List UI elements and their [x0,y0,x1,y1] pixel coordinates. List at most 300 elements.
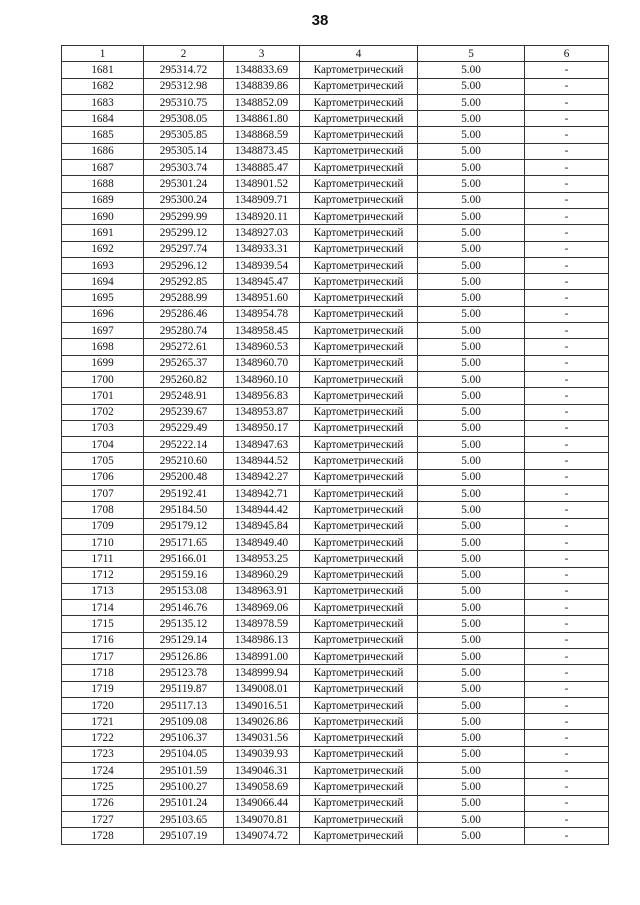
table-row [62,811,609,827]
table-cell: - [525,811,609,827]
table-cell: - [525,697,609,713]
table-cell: - [525,290,609,306]
table-cell: 295296.12 [144,257,224,273]
table-row [62,306,609,322]
table-cell: 295103.65 [144,811,224,827]
table-cell: Картометрический [300,697,418,713]
table-cell: - [525,62,609,78]
table-cell: 1348951.60 [224,290,300,306]
table-cell: 5.00 [418,681,525,697]
table-cell: 5.00 [418,257,525,273]
table-cell: 295200.48 [144,469,224,485]
table-cell: Картометрический [300,779,418,795]
table-cell: 1720 [62,697,144,713]
table-cell: 1697 [62,323,144,339]
table-cell: 1348986.13 [224,632,300,648]
table-row [62,111,609,127]
table-cell: 1348991.00 [224,648,300,664]
table-cell: - [525,355,609,371]
table-cell: 1349046.31 [224,763,300,779]
table-cell: - [525,176,609,192]
table-cell: 1683 [62,94,144,110]
table-cell: 1348861.80 [224,111,300,127]
table-cell: 1698 [62,339,144,355]
table-cell: Картометрический [300,828,418,844]
table-cell: 5.00 [418,355,525,371]
table-cell: - [525,632,609,648]
table-cell: Картометрический [300,257,418,273]
table-cell: - [525,828,609,844]
table-cell: 1349031.56 [224,730,300,746]
table-cell: Картометрический [300,600,418,616]
table-cell: 1348947.63 [224,437,300,453]
table-cell: Картометрический [300,160,418,176]
table-cell: 5.00 [418,518,525,534]
table-cell: 1716 [62,632,144,648]
table-row [62,469,609,485]
table-cell: 1701 [62,388,144,404]
table-cell: Картометрический [300,404,418,420]
table-cell: 295312.98 [144,78,224,94]
table-cell: 1348868.59 [224,127,300,143]
table-cell: 1348873.45 [224,143,300,159]
table-cell: - [525,681,609,697]
table-cell: 1721 [62,714,144,730]
table-row [62,795,609,811]
column-header: 1 [62,46,144,62]
table-cell: 1711 [62,551,144,567]
table-cell: 295119.87 [144,681,224,697]
table-cell: 1706 [62,469,144,485]
table-cell: 5.00 [418,648,525,664]
table-cell: 295260.82 [144,371,224,387]
table-cell: 295297.74 [144,241,224,257]
table-cell: 295308.05 [144,111,224,127]
table-row [62,600,609,616]
table-cell: - [525,78,609,94]
table-cell: 295109.08 [144,714,224,730]
table-cell: 5.00 [418,795,525,811]
table-cell: 5.00 [418,94,525,110]
table-cell: 295299.12 [144,225,224,241]
table-row [62,78,609,94]
table-cell: Картометрический [300,94,418,110]
table-cell: 5.00 [418,811,525,827]
table-cell: Картометрический [300,746,418,762]
table-cell: 5.00 [418,632,525,648]
table-cell: 1348969.06 [224,600,300,616]
table-cell: - [525,551,609,567]
table-cell: - [525,567,609,583]
table-cell: 5.00 [418,453,525,469]
column-header: 3 [224,46,300,62]
table-cell: 295192.41 [144,486,224,502]
table-row [62,437,609,453]
table-cell: 295239.67 [144,404,224,420]
table-row [62,241,609,257]
table-cell: 1725 [62,779,144,795]
table-row [62,225,609,241]
table-cell: 1702 [62,404,144,420]
table-cell: 295265.37 [144,355,224,371]
table-cell: 1349070.81 [224,811,300,827]
table-cell: 1348963.91 [224,583,300,599]
table-cell: 1714 [62,600,144,616]
table-cell: 1348945.47 [224,274,300,290]
table-cell: 295104.05 [144,746,224,762]
table-cell: 5.00 [418,437,525,453]
table-cell: 295153.08 [144,583,224,599]
table-cell: 5.00 [418,371,525,387]
table-cell: 295126.86 [144,648,224,664]
table-cell: - [525,388,609,404]
table-cell: 1348944.42 [224,502,300,518]
table-cell: Картометрический [300,632,418,648]
table-cell: 1348956.83 [224,388,300,404]
table-cell: Картометрический [300,371,418,387]
table-cell: 1691 [62,225,144,241]
table-cell: - [525,730,609,746]
table-cell: Картометрический [300,681,418,697]
table-cell: 1349016.51 [224,697,300,713]
table-cell: 5.00 [418,665,525,681]
table-cell: Картометрический [300,290,418,306]
table-cell: 1719 [62,681,144,697]
table-row [62,551,609,567]
table-cell: - [525,534,609,550]
table-cell: - [525,486,609,502]
table-cell: 5.00 [418,225,525,241]
table-cell: Картометрический [300,795,418,811]
table-cell: 1699 [62,355,144,371]
table-cell: 5.00 [418,323,525,339]
table-cell: 1348933.31 [224,241,300,257]
table-cell: 295280.74 [144,323,224,339]
table-cell: 1712 [62,567,144,583]
table-cell: 1348945.84 [224,518,300,534]
table-cell: 5.00 [418,339,525,355]
table-cell: 1709 [62,518,144,534]
table-cell: 5.00 [418,469,525,485]
table-cell: - [525,94,609,110]
table-cell: 1348944.52 [224,453,300,469]
table-cell: 1348942.71 [224,486,300,502]
table-cell: 1688 [62,176,144,192]
table-cell: 5.00 [418,697,525,713]
table-cell: 295159.16 [144,567,224,583]
table-cell: 295184.50 [144,502,224,518]
coordinates-table [61,45,609,845]
table-cell: 295107.19 [144,828,224,844]
table-cell: 1349066.44 [224,795,300,811]
table-cell: - [525,746,609,762]
table-cell: 1689 [62,192,144,208]
table-cell: 1348927.03 [224,225,300,241]
table-cell: Картометрический [300,502,418,518]
table-cell: 295292.85 [144,274,224,290]
table-cell: 1348960.10 [224,371,300,387]
table-cell: 5.00 [418,486,525,502]
table-cell: - [525,257,609,273]
table-row [62,323,609,339]
table-cell: 1348960.29 [224,567,300,583]
table-row [62,420,609,436]
table-cell: 1718 [62,665,144,681]
table-row [62,567,609,583]
table-cell: 1686 [62,143,144,159]
table-cell: 5.00 [418,404,525,420]
table-cell: 1348953.25 [224,551,300,567]
table-cell: 5.00 [418,420,525,436]
table-cell: Картометрический [300,811,418,827]
page-number: 38 [311,12,329,29]
table-cell: - [525,111,609,127]
table-cell: 1349039.93 [224,746,300,762]
table-cell: 295222.14 [144,437,224,453]
table-row [62,779,609,795]
table-cell: 295272.61 [144,339,224,355]
table-cell: 5.00 [418,127,525,143]
table-cell: 1348909.71 [224,192,300,208]
table-row [62,355,609,371]
table-cell: Картометрический [300,486,418,502]
table-cell: 5.00 [418,600,525,616]
table-row [62,697,609,713]
table-cell: - [525,225,609,241]
table-cell: - [525,502,609,518]
table-cell: 1348939.54 [224,257,300,273]
table-cell: 1695 [62,290,144,306]
table-body [62,62,609,844]
table-row [62,681,609,697]
table-cell: Картометрический [300,453,418,469]
table-row [62,746,609,762]
table-cell: - [525,404,609,420]
table-cell: 5.00 [418,779,525,795]
table-cell: Картометрический [300,583,418,599]
table-cell: 5.00 [418,534,525,550]
table-cell: Картометрический [300,241,418,257]
table-cell: - [525,241,609,257]
table-cell: 295179.12 [144,518,224,534]
table-cell: 295171.65 [144,534,224,550]
table-cell: Картометрический [300,111,418,127]
table-row [62,486,609,502]
table-cell: 295288.99 [144,290,224,306]
table-cell: 1348960.70 [224,355,300,371]
table-cell: 295299.99 [144,208,224,224]
table-cell: - [525,371,609,387]
table-cell: 1348885.47 [224,160,300,176]
table-cell: 295101.24 [144,795,224,811]
table-cell: 1348953.87 [224,404,300,420]
table-row [62,192,609,208]
table-cell: 1349074.72 [224,828,300,844]
table-cell: Картометрический [300,567,418,583]
table-cell: 1705 [62,453,144,469]
table-cell: 295248.91 [144,388,224,404]
table-cell: 1715 [62,616,144,632]
table-cell: 5.00 [418,730,525,746]
table-cell: 295310.75 [144,94,224,110]
table-row [62,665,609,681]
table-cell: 295146.76 [144,600,224,616]
table-cell: Картометрический [300,437,418,453]
table-cell: - [525,192,609,208]
table-row [62,583,609,599]
table-cell: 5.00 [418,616,525,632]
table-cell: 1348958.45 [224,323,300,339]
table-cell: 1692 [62,241,144,257]
table-row [62,127,609,143]
table-cell: 5.00 [418,176,525,192]
table-cell: 5.00 [418,62,525,78]
table-cell: 5.00 [418,143,525,159]
table-cell: Картометрический [300,388,418,404]
table-row [62,94,609,110]
table-cell: Картометрический [300,176,418,192]
table-cell: 5.00 [418,746,525,762]
table-cell: 1349008.01 [224,681,300,697]
table-cell: 1348949.40 [224,534,300,550]
table-cell: 5.00 [418,763,525,779]
table-cell: 295210.60 [144,453,224,469]
table-cell: 295305.14 [144,143,224,159]
column-header: 5 [418,46,525,62]
table-cell: 1713 [62,583,144,599]
table-cell: 1703 [62,420,144,436]
table-cell: 1348920.11 [224,208,300,224]
table-cell: 5.00 [418,78,525,94]
table-cell: - [525,600,609,616]
table-cell: 295314.72 [144,62,224,78]
table-cell: 1727 [62,811,144,827]
table-cell: 295229.49 [144,420,224,436]
table-cell: 1349026.86 [224,714,300,730]
table-row [62,828,609,844]
table-cell: 295301.24 [144,176,224,192]
table-row [62,518,609,534]
table-cell: Картометрический [300,534,418,550]
table-cell: - [525,160,609,176]
table-row [62,208,609,224]
table-cell: 1684 [62,111,144,127]
table-cell: Картометрический [300,714,418,730]
table-cell: 1348901.52 [224,176,300,192]
table-cell: 295106.37 [144,730,224,746]
table-cell: - [525,274,609,290]
table-cell: 5.00 [418,583,525,599]
table-cell: 1707 [62,486,144,502]
table-cell: - [525,208,609,224]
table-cell: 5.00 [418,306,525,322]
table-cell: - [525,143,609,159]
table-cell: - [525,763,609,779]
table-cell: Картометрический [300,339,418,355]
table-cell: 1704 [62,437,144,453]
table-row [62,453,609,469]
table-cell: 5.00 [418,388,525,404]
table-cell: - [525,714,609,730]
table-row [62,534,609,550]
table-cell: 295305.85 [144,127,224,143]
table-cell: 1348978.59 [224,616,300,632]
table-cell: 1700 [62,371,144,387]
table-row [62,730,609,746]
table-cell: - [525,453,609,469]
table-cell: - [525,469,609,485]
table-row [62,616,609,632]
table-cell: Картометрический [300,420,418,436]
table-cell: 295300.24 [144,192,224,208]
table-cell: - [525,616,609,632]
column-header: 6 [525,46,609,62]
table-row [62,143,609,159]
table-cell: 5.00 [418,241,525,257]
table-cell: Картометрический [300,323,418,339]
table-cell: - [525,420,609,436]
table-cell: Картометрический [300,274,418,290]
table-row [62,763,609,779]
table-cell: Картометрический [300,225,418,241]
table-cell: 295166.01 [144,551,224,567]
table-cell: 1348954.78 [224,306,300,322]
table-row [62,62,609,78]
table-cell: 1348942.27 [224,469,300,485]
table-cell: 1710 [62,534,144,550]
column-header: 4 [300,46,418,62]
table-cell: 1348960.53 [224,339,300,355]
table-cell: - [525,306,609,322]
table-cell: 5.00 [418,111,525,127]
table-cell: Картометрический [300,78,418,94]
table-cell: Картометрический [300,469,418,485]
table-cell: - [525,518,609,534]
table-cell: Картометрический [300,648,418,664]
table-row [62,160,609,176]
table-row [62,257,609,273]
table-cell: 1708 [62,502,144,518]
table-row [62,388,609,404]
table-cell: 1348852.09 [224,94,300,110]
table-cell: 295286.46 [144,306,224,322]
table-cell: 1696 [62,306,144,322]
table-cell: 5.00 [418,290,525,306]
table-cell: 1348839.86 [224,78,300,94]
table-cell: Картометрический [300,730,418,746]
table-cell: - [525,583,609,599]
table-cell: 1348950.17 [224,420,300,436]
table-cell: Картометрический [300,62,418,78]
table-row [62,502,609,518]
table-cell: 295123.78 [144,665,224,681]
table-cell: 1348833.69 [224,62,300,78]
table-cell: Картометрический [300,551,418,567]
table-row [62,404,609,420]
table-cell: 1685 [62,127,144,143]
table-cell: 295101.59 [144,763,224,779]
table-row [62,176,609,192]
table-cell: 5.00 [418,192,525,208]
table-cell: 1681 [62,62,144,78]
table-row [62,274,609,290]
table-cell: - [525,323,609,339]
table-cell: 1693 [62,257,144,273]
table-row [62,339,609,355]
table-cell: 295117.13 [144,697,224,713]
table-cell: 5.00 [418,567,525,583]
table-cell: 5.00 [418,208,525,224]
